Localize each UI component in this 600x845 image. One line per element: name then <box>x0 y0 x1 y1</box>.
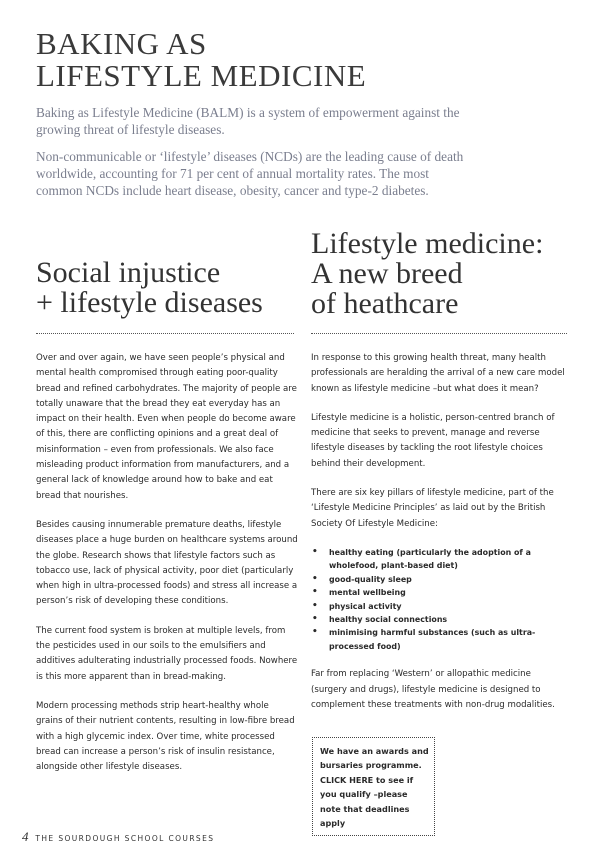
left-paragraph-4: Modern processing methods strip heart-healthy whole grains of their nutrient contents, resulting in low-fibre bread with a high glycemic index. Over time, white processed bread can increase a person’s risk of insulin resistance, alongside other lifestyle diseases. <box>36 700 295 773</box>
list-item: • mental wellbeing <box>311 586 566 599</box>
right-heading-line-3: of heathcare <box>311 287 459 320</box>
right-heading-line-1: Lifestyle medicine: <box>311 227 544 260</box>
page-title <box>36 28 366 92</box>
page-title-line-2: LIFESTYLE MEDICINE <box>36 58 367 93</box>
page-number: 4 <box>22 829 29 844</box>
right-paragraph-4: Far from replacing ‘Western’ or allopathic medicine (surgery and drugs), lifestyle medicine is designed to complement these treatments with non-drug modalities. <box>311 669 555 710</box>
left-dotted-divider <box>36 333 294 334</box>
right-paragraph-2: Lifestyle medicine is a holistic, person-centred branch of medicine that seeks to prevent, manage and reverse lifestyle diseases by tackling the root lifestyle choices behind their development. <box>311 412 555 469</box>
intro-paragraph-2: Non-communicable or ‘lifestyle’ diseases (NCDs) are the leading cause of death worldwide, accounting for 71 per cent of annual mortality rates. The most common NCDs include heart disease, obesity, cancer and type-2 diabetes. <box>36 149 464 198</box>
right-paragraph-3: There are six key pillars of lifestyle medicine, part of the ‘Lifestyle Medicine Principles’ as laid out by the British Society Of Lifestyle Medicine: <box>311 488 554 529</box>
left-heading-line-1: Social injustice <box>36 256 221 289</box>
right-heading-line-2: A new breed <box>311 257 463 290</box>
left-section-heading <box>36 258 263 318</box>
intro-paragraph-1: Baking as Lifestyle Medicine (BALM) is a system of empowerment against the growing threat of lifestyle diseases. <box>36 105 460 137</box>
page-footer <box>22 829 214 845</box>
right-section-heading <box>311 229 543 319</box>
list-item: • minimising harmful substances (such as ultra-processed food) <box>311 626 566 653</box>
lifestyle-pillars-list <box>311 546 566 653</box>
list-item: • healthy eating (particularly the adoption of a wholefood, plant-based diet) <box>311 546 566 573</box>
right-paragraph-1: In response to this growing health threat, many health professionals are heralding the arrival of a new care model known as lifestyle medicine –but what does it mean? <box>311 353 565 394</box>
list-item: • good-quality sleep <box>311 573 566 586</box>
page-title-line-1: BAKING AS <box>36 26 207 61</box>
list-item: • physical activity <box>311 600 566 613</box>
left-column <box>36 351 298 789</box>
left-paragraph-2: Besides causing innumerable premature deaths, lifestyle diseases place a huge burden on healthcare systems around the globe. Research shows that lifestyle factors such as tobacco use, lack of physical activity, poor diet (particularly when high in ultra-processed foods) and stress all increase a person’s risk of developing these conditions. <box>36 519 298 607</box>
right-dotted-divider <box>311 333 567 334</box>
left-paragraph-3: The current food system is broken at multiple levels, from the pesticides used in our soils to the emulsifiers and additives adulterating industrially processed foods. Nowhere is this more apparent than in bread-making. <box>36 625 298 682</box>
awards-bursaries-callout[interactable]: We have an awards and bursaries programme. CLICK HERE to see if you qualify –please note that deadlines apply <box>312 737 435 836</box>
list-item: • healthy social connections <box>311 613 566 626</box>
footer-text: THE SOURDOUGH SCHOOL COURSES <box>35 834 215 843</box>
right-column <box>311 351 566 727</box>
left-heading-line-2: + lifestyle diseases <box>36 286 263 319</box>
left-paragraph-1: Over and over again, we have seen people’s physical and mental health compromised through eating poor-quality bread and refined carbohydrates. The majority of people are totally unaware that the bread they eat everyday has an impact on their health. Even when people do become aware of this, there are conflicting opinions and a great deal of misinformation – even from professionals. We also face misleading product information from manufacturers, and a general lack of knowledge around how to bake and eat bread that nourishes. <box>36 353 297 501</box>
